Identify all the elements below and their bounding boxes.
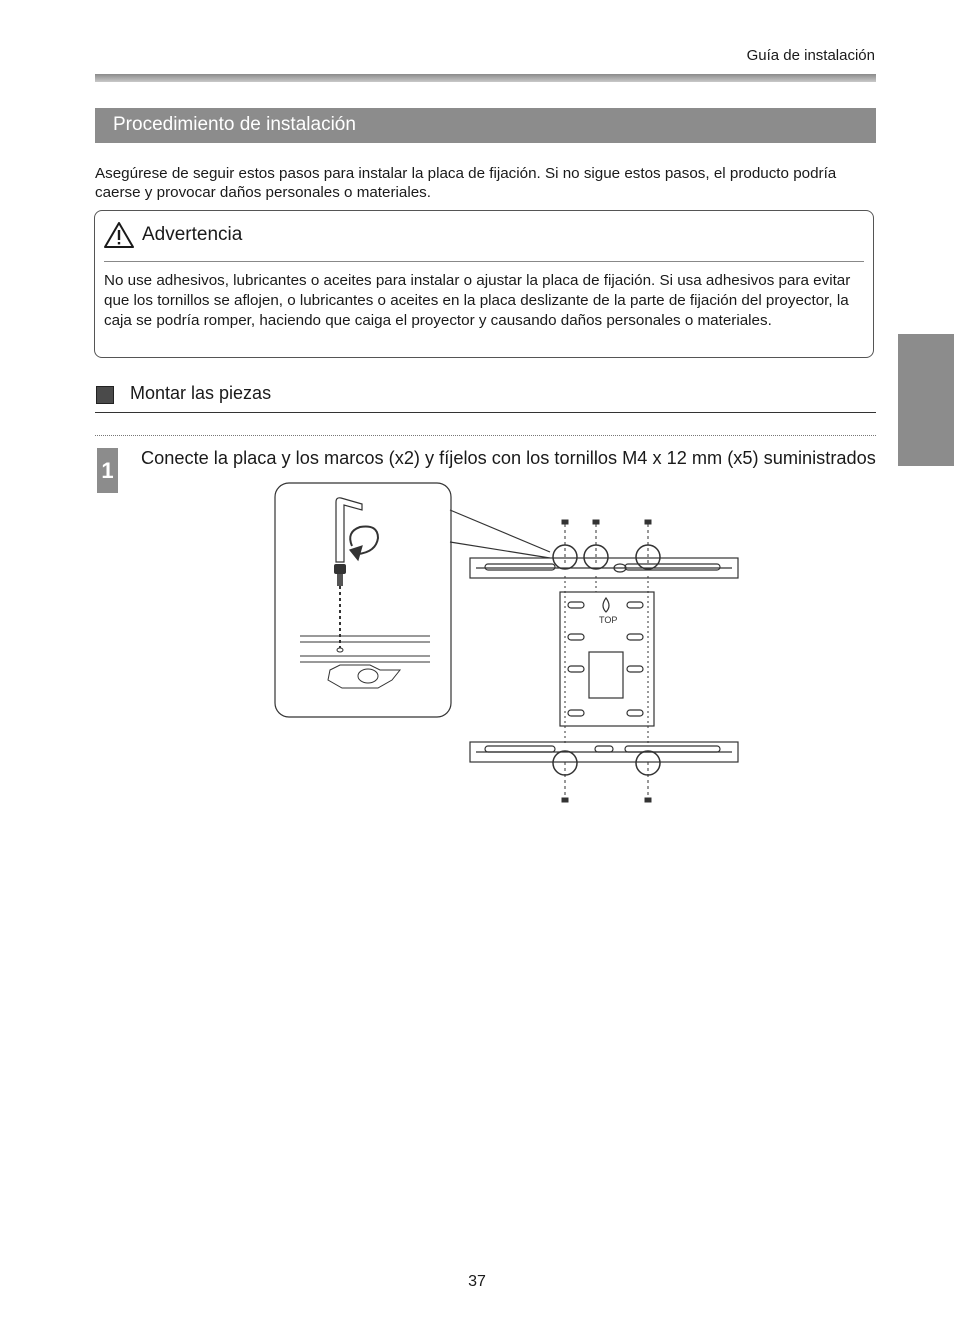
subsection-marker <box>96 386 114 404</box>
header-bar <box>95 74 876 82</box>
warning-divider <box>104 261 864 262</box>
warning-triangle-icon <box>103 221 135 249</box>
step-text: Conecte la placa y los marcos (x2) y fíjelos con los tornillos M4 x 12 mm (x5) suministrados <box>141 448 876 468</box>
section-header <box>95 108 876 143</box>
warning-box <box>94 210 874 358</box>
subsection-title: Montar las piezas <box>130 383 272 403</box>
warning-title: Advertencia <box>142 224 243 245</box>
detail-callout <box>275 483 550 717</box>
top-frame <box>470 558 738 578</box>
plate-top-label: TOP <box>599 615 618 625</box>
step-number: 1 <box>97 448 118 493</box>
page-number: 37 <box>468 1273 486 1290</box>
mounting-plate <box>560 592 654 726</box>
bottom-frame <box>470 742 738 762</box>
assembly-illustration <box>270 480 750 815</box>
header-doc-title: Guía de instalación <box>746 47 875 64</box>
dotted-divider <box>95 435 876 436</box>
side-tab <box>898 334 954 466</box>
subsection-rule <box>95 412 876 413</box>
intro-paragraph: Asegúrese de seguir estos pasos para instalar la placa de fijación. Si no sigue estos pasos, el producto podría caerse y provocar daños personales o materiales. <box>95 165 837 201</box>
section-title: Procedimiento de instalación <box>113 114 356 135</box>
warning-text: No use adhesivos, lubricantes o aceites para instalar o ajustar la placa de fijación. Si usa adhesivos para evitar que los tornillos se aflojen, o lubricantes o aceites en la placa deslizante de la parte de fijación del proyector, la caja se podría romper, haciendo que caiga el proyector y causando daños personales o materiales. <box>104 272 851 329</box>
